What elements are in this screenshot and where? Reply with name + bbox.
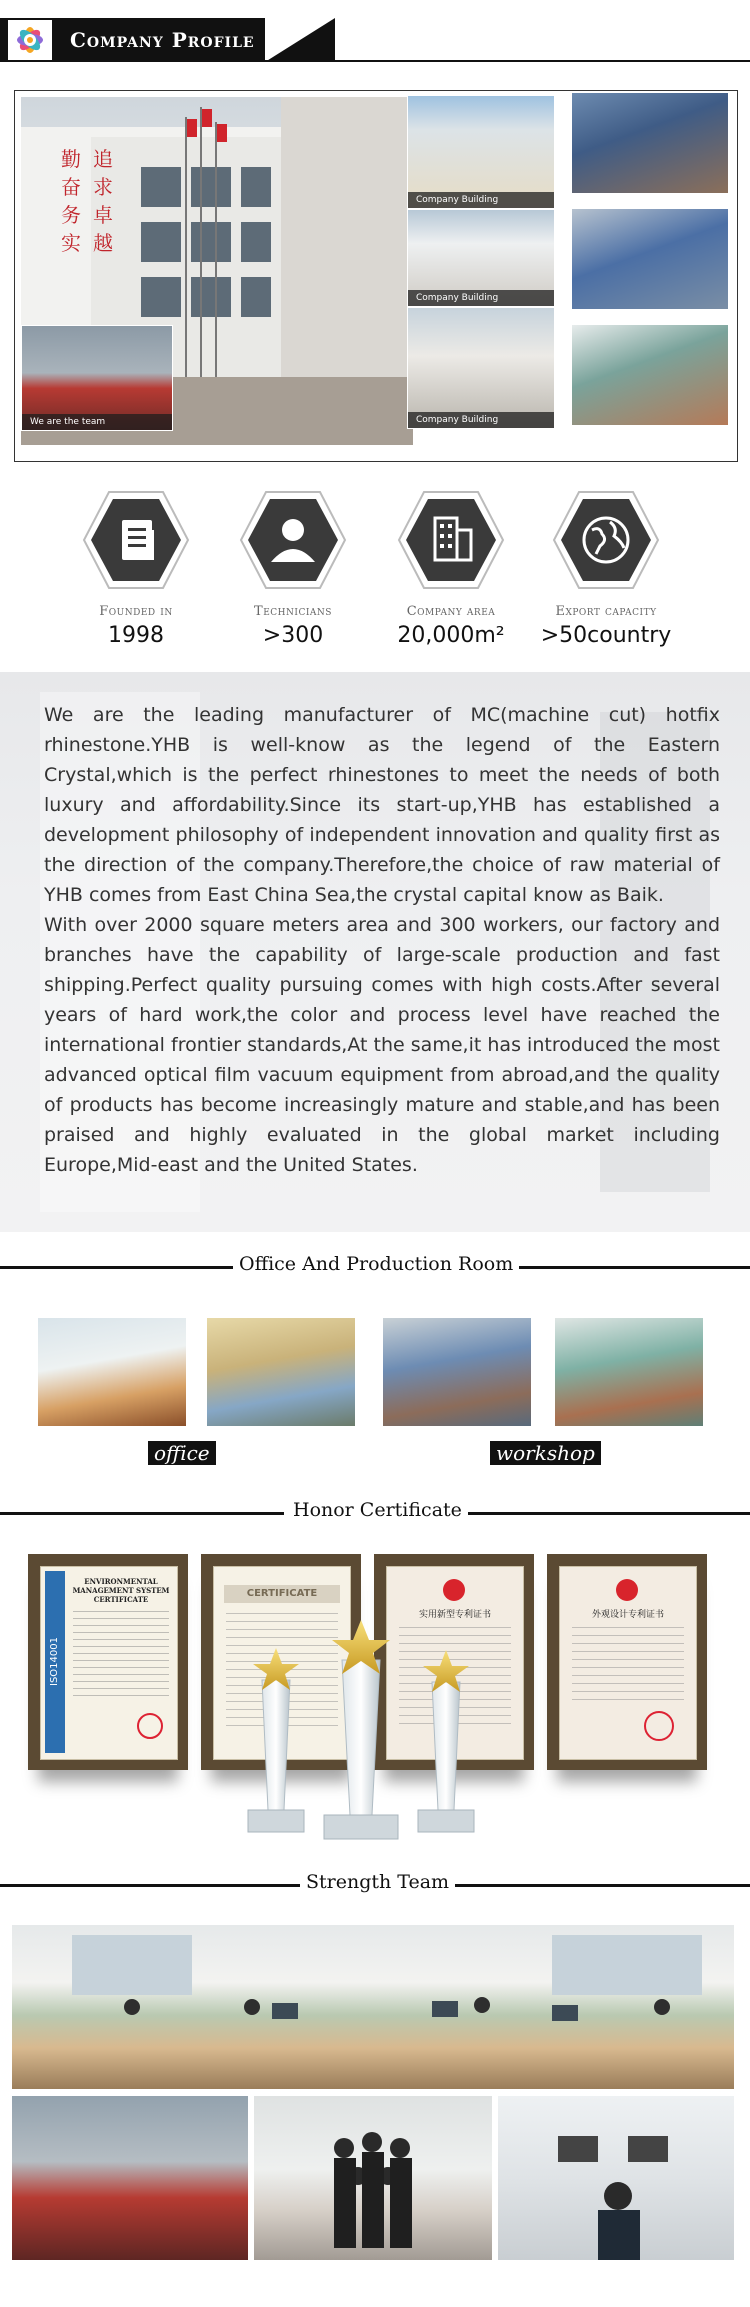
building-slogan [61, 145, 141, 257]
office-label: office [148, 1441, 216, 1465]
intro-paragraph-1: We are the leading manufacturer of MC(machine cut) hotfix rhinestone.YHB is well-know as the legend of the Eastern Crystal,which is the perfect rhinestones to meet the needs of both luxury and affordability.Since its start-up,YHB has established a development philosophy of independent innovation and quality first as the direction of the company.Therefore,the choice of raw material of YHB comes from East China Sea,the crystal capital know as Baik. [44, 704, 720, 906]
stat-label: Company area [406, 604, 496, 619]
slogan-char: 追 [93, 147, 113, 171]
page-header [0, 18, 750, 62]
emblem-icon [443, 1579, 465, 1601]
stat-value: >50country [540, 623, 672, 648]
production-photo-3 [572, 325, 728, 425]
header-underline [265, 60, 750, 62]
stat-founded [61, 490, 211, 648]
cert-title: ENVIRONMENTAL MANAGEMENT SYSTEM CERTIFICATE [72, 1577, 170, 1604]
building-icon [82, 490, 190, 590]
seal-icon [137, 1713, 163, 1739]
stat-label: Export capacity [555, 604, 657, 619]
slogan-char: 实 [61, 231, 81, 255]
certificate-design-patent [547, 1554, 707, 1770]
slogan-char: 勤 [61, 147, 81, 171]
cert-title: CERTIFICATE [224, 1585, 340, 1603]
header-white-area [335, 18, 750, 62]
section-title-honor: Honor Certificate [287, 1499, 468, 1521]
emblem-icon [616, 1579, 638, 1601]
company-building-photo-2 [407, 209, 555, 307]
workshop-photo-1 [383, 1318, 531, 1426]
stat-value: 20,000m² [397, 623, 505, 648]
stat-value: 1998 [108, 623, 164, 648]
stat-value: >300 [262, 623, 324, 648]
team-group-photo [12, 2096, 248, 2260]
production-photo-2 [572, 209, 728, 309]
team-leaders-photo [254, 2096, 492, 2260]
cert-title: 外观设计专利证书 [591, 1610, 664, 1620]
section-title-office: Office And Production Room [233, 1253, 519, 1275]
team-office-photo [12, 1925, 734, 2089]
trophy-icon [248, 1648, 304, 1832]
stat-technicians [218, 490, 368, 648]
main-building-photo [21, 97, 413, 445]
production-photo-1 [572, 93, 728, 193]
caption-building-1: Company Building [408, 192, 554, 208]
page-title: Company Profile [70, 28, 255, 52]
company-building-photo-3 [407, 307, 555, 429]
slogan-char: 卓 [93, 203, 113, 227]
stat-label: Founded in [99, 604, 173, 619]
header-diagonal [265, 18, 335, 62]
globe-icon [552, 490, 660, 590]
trophy-icon [324, 1620, 398, 1839]
intro-paragraph-2: With over 2000 square meters area and 300 workers, our factory and branches have the capability of large-scale production and fast shipping.Perfect quality pursuing comes with high costs.After several years of hard work,the color and process level have reached the international frontier standards,At the same,it has introduced the most advanced optical film vacuum equipment from abroad,and the quality of products has become increasingly mature and stable,and has been praised and highly evaluated in the global market including Europe,Mid-east and the United States. [44, 914, 720, 1176]
certificate-iso14001 [28, 1554, 188, 1770]
office-photo-2 [207, 1318, 355, 1426]
slogan-char: 求 [93, 175, 113, 199]
stat-export-capacity [531, 490, 681, 648]
cert-title: 实用新型专利证书 [418, 1610, 491, 1620]
office-photo-1 [38, 1318, 186, 1426]
person-icon [239, 490, 347, 590]
trophy-group [232, 1620, 494, 1840]
workshop-photo-2 [555, 1318, 703, 1426]
caption-building-2: Company Building [408, 290, 554, 306]
caption-building-3: Company Building [408, 412, 554, 428]
slogan-char: 奋 [61, 175, 81, 199]
slogan-char: 越 [93, 231, 113, 255]
trophy-icon [418, 1650, 474, 1832]
office-building-icon [397, 490, 505, 590]
company-building-photo-1 [407, 95, 555, 209]
seal-icon [644, 1711, 674, 1741]
company-introduction [44, 700, 720, 1180]
cert-side-text: ISO14001 [45, 1571, 65, 1753]
team-workstation-photo [498, 2096, 734, 2260]
stat-label: Technicians [254, 604, 332, 619]
team-inset-photo [21, 325, 173, 431]
workshop-label: workshop [490, 1441, 601, 1465]
caption-team: We are the team [22, 414, 172, 430]
section-title-team: Strength Team [300, 1871, 455, 1893]
stat-company-area [376, 490, 526, 648]
company-photo-collage [14, 90, 738, 462]
flower-logo-icon [8, 20, 52, 60]
slogan-char: 务 [61, 203, 81, 227]
